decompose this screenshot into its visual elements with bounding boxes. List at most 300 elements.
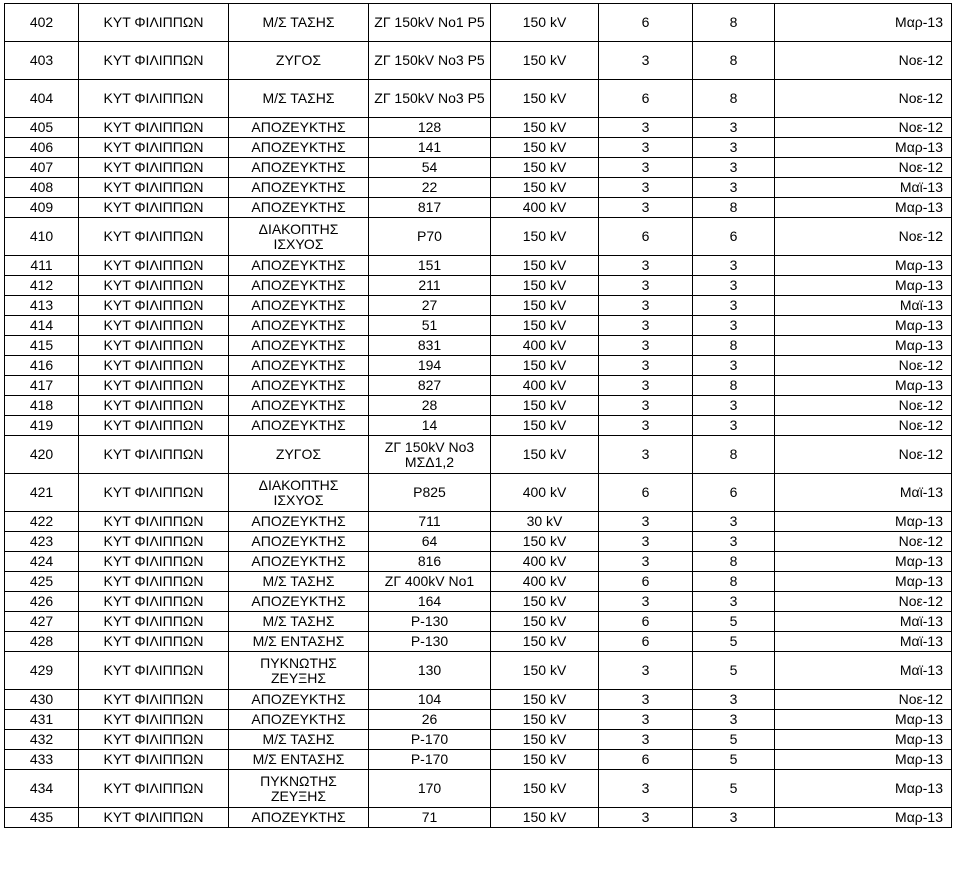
table-row (5, 770, 952, 808)
date-cell: Μαρ-13 (775, 730, 952, 750)
code-cell: 827 (369, 376, 491, 396)
location-cell: ΚΥΤ ΦΙΛΙΠΠΩΝ (79, 652, 229, 690)
value-a-cell: 3 (599, 730, 693, 750)
location-cell: ΚΥΤ ΦΙΛΙΠΠΩΝ (79, 474, 229, 512)
value-b-cell: 3 (693, 118, 775, 138)
value-a-cell: 3 (599, 198, 693, 218)
value-b-cell: 5 (693, 632, 775, 652)
location-cell: ΚΥΤ ΦΙΛΙΠΠΩΝ (79, 218, 229, 256)
location-cell: ΚΥΤ ΦΙΛΙΠΠΩΝ (79, 178, 229, 198)
voltage-cell: 400 kV (491, 474, 599, 512)
value-b-cell: 8 (693, 436, 775, 474)
value-a-cell: 6 (599, 218, 693, 256)
date-cell: Μαρ-13 (775, 710, 952, 730)
code-cell: 170 (369, 770, 491, 808)
location-cell: ΚΥΤ ΦΙΛΙΠΠΩΝ (79, 808, 229, 828)
row-number: 409 (5, 198, 79, 218)
table-row (5, 690, 952, 710)
code-cell: 64 (369, 532, 491, 552)
location-cell: ΚΥΤ ΦΙΛΙΠΠΩΝ (79, 336, 229, 356)
location-cell: ΚΥΤ ΦΙΛΙΠΠΩΝ (79, 396, 229, 416)
value-b-cell: 6 (693, 218, 775, 256)
equipment-cell: ΑΠΟΖΕΥΚΤΗΣ (229, 158, 369, 178)
value-a-cell: 3 (599, 276, 693, 296)
voltage-cell: 400 kV (491, 376, 599, 396)
code-cell: 27 (369, 296, 491, 316)
value-b-cell: 3 (693, 690, 775, 710)
table-row (5, 808, 952, 828)
equipment-cell: Μ/Σ ΤΑΣΗΣ (229, 4, 369, 42)
date-cell: Νοε-12 (775, 158, 952, 178)
location-cell: ΚΥΤ ΦΙΛΙΠΠΩΝ (79, 376, 229, 396)
value-b-cell: 3 (693, 710, 775, 730)
row-number: 421 (5, 474, 79, 512)
code-cell: 22 (369, 178, 491, 198)
code-cell: 14 (369, 416, 491, 436)
date-cell: Μαρ-13 (775, 256, 952, 276)
code-cell: 141 (369, 138, 491, 158)
voltage-cell: 150 kV (491, 396, 599, 416)
row-number: 433 (5, 750, 79, 770)
voltage-cell: 150 kV (491, 356, 599, 376)
value-b-cell: 3 (693, 316, 775, 336)
row-number: 404 (5, 80, 79, 118)
value-a-cell: 6 (599, 572, 693, 592)
voltage-cell: 400 kV (491, 572, 599, 592)
location-cell: ΚΥΤ ΦΙΛΙΠΠΩΝ (79, 42, 229, 80)
equipment-cell: ΖΥΓΟΣ (229, 436, 369, 474)
value-a-cell: 3 (599, 356, 693, 376)
code-cell: 54 (369, 158, 491, 178)
date-cell: Μαρ-13 (775, 198, 952, 218)
code-cell: ΖΓ 150kV Νο3 Ρ5 (369, 80, 491, 118)
location-cell: ΚΥΤ ΦΙΛΙΠΠΩΝ (79, 750, 229, 770)
value-b-cell: 3 (693, 512, 775, 532)
location-cell: ΚΥΤ ΦΙΛΙΠΠΩΝ (79, 296, 229, 316)
equipment-cell: ΑΠΟΖΕΥΚΤΗΣ (229, 376, 369, 396)
location-cell: ΚΥΤ ΦΙΛΙΠΠΩΝ (79, 690, 229, 710)
table-row (5, 42, 952, 80)
row-number: 411 (5, 256, 79, 276)
location-cell: ΚΥΤ ΦΙΛΙΠΠΩΝ (79, 276, 229, 296)
date-cell: Μαϊ-13 (775, 178, 952, 198)
equipment-cell: Μ/Σ ΤΑΣΗΣ (229, 80, 369, 118)
row-number: 412 (5, 276, 79, 296)
date-cell: Μαϊ-13 (775, 632, 952, 652)
row-number: 406 (5, 138, 79, 158)
voltage-cell: 150 kV (491, 436, 599, 474)
value-a-cell: 6 (599, 80, 693, 118)
equipment-cell: ΖΥΓΟΣ (229, 42, 369, 80)
code-cell: 28 (369, 396, 491, 416)
code-cell: 130 (369, 652, 491, 690)
value-b-cell: 3 (693, 158, 775, 178)
equipment-cell: ΑΠΟΖΕΥΚΤΗΣ (229, 118, 369, 138)
date-cell: Νοε-12 (775, 436, 952, 474)
equipment-table (4, 3, 952, 828)
equipment-cell: ΑΠΟΖΕΥΚΤΗΣ (229, 808, 369, 828)
code-cell: 816 (369, 552, 491, 572)
value-a-cell: 3 (599, 710, 693, 730)
table-row (5, 316, 952, 336)
date-cell: Μαϊ-13 (775, 474, 952, 512)
date-cell: Νοε-12 (775, 118, 952, 138)
row-number: 405 (5, 118, 79, 138)
row-number: 414 (5, 316, 79, 336)
row-number: 429 (5, 652, 79, 690)
row-number: 432 (5, 730, 79, 750)
value-a-cell: 3 (599, 256, 693, 276)
voltage-cell: 150 kV (491, 710, 599, 730)
date-cell: Μαϊ-13 (775, 652, 952, 690)
voltage-cell: 400 kV (491, 198, 599, 218)
location-cell: ΚΥΤ ΦΙΛΙΠΠΩΝ (79, 118, 229, 138)
value-a-cell: 3 (599, 808, 693, 828)
equipment-cell: Μ/Σ ΕΝΤΑΣΗΣ (229, 750, 369, 770)
location-cell: ΚΥΤ ΦΙΛΙΠΠΩΝ (79, 730, 229, 750)
value-b-cell: 8 (693, 80, 775, 118)
row-number: 425 (5, 572, 79, 592)
equipment-cell: ΑΠΟΖΕΥΚΤΗΣ (229, 690, 369, 710)
location-cell: ΚΥΤ ΦΙΛΙΠΠΩΝ (79, 80, 229, 118)
row-number: 407 (5, 158, 79, 178)
voltage-cell: 150 kV (491, 4, 599, 42)
value-b-cell: 8 (693, 376, 775, 396)
date-cell: Μαρ-13 (775, 750, 952, 770)
voltage-cell: 150 kV (491, 218, 599, 256)
table-row (5, 80, 952, 118)
code-cell: 164 (369, 592, 491, 612)
voltage-cell: 150 kV (491, 80, 599, 118)
equipment-cell: ΠΥΚΝΩΤΗΣ ΖΕΥΞΗΣ (229, 770, 369, 808)
value-a-cell: 6 (599, 474, 693, 512)
location-cell: ΚΥΤ ΦΙΛΙΠΠΩΝ (79, 198, 229, 218)
date-cell: Νοε-12 (775, 416, 952, 436)
voltage-cell: 150 kV (491, 592, 599, 612)
value-a-cell: 3 (599, 416, 693, 436)
value-b-cell: 5 (693, 612, 775, 632)
value-a-cell: 3 (599, 316, 693, 336)
location-cell: ΚΥΤ ΦΙΛΙΠΠΩΝ (79, 416, 229, 436)
code-cell: 211 (369, 276, 491, 296)
value-b-cell: 3 (693, 138, 775, 158)
value-b-cell: 8 (693, 572, 775, 592)
table-row (5, 158, 952, 178)
code-cell: ΖΓ 150kV Νο1 Ρ5 (369, 4, 491, 42)
value-a-cell: 3 (599, 158, 693, 178)
equipment-cell: Μ/Σ ΤΑΣΗΣ (229, 612, 369, 632)
code-cell: Ρ-130 (369, 612, 491, 632)
date-cell: Μαρ-13 (775, 376, 952, 396)
value-b-cell: 5 (693, 770, 775, 808)
code-cell: 817 (369, 198, 491, 218)
location-cell: ΚΥΤ ΦΙΛΙΠΠΩΝ (79, 632, 229, 652)
value-b-cell: 3 (693, 808, 775, 828)
equipment-cell: ΔΙΑΚΟΠΤΗΣ ΙΣΧΥΟΣ (229, 474, 369, 512)
equipment-cell: ΑΠΟΖΕΥΚΤΗΣ (229, 592, 369, 612)
value-b-cell: 8 (693, 42, 775, 80)
value-a-cell: 6 (599, 750, 693, 770)
location-cell: ΚΥΤ ΦΙΛΙΠΠΩΝ (79, 436, 229, 474)
voltage-cell: 30 kV (491, 512, 599, 532)
equipment-cell: Μ/Σ ΕΝΤΑΣΗΣ (229, 632, 369, 652)
location-cell: ΚΥΤ ΦΙΛΙΠΠΩΝ (79, 710, 229, 730)
row-number: 418 (5, 396, 79, 416)
table-row (5, 4, 952, 42)
location-cell: ΚΥΤ ΦΙΛΙΠΠΩΝ (79, 592, 229, 612)
table-row (5, 652, 952, 690)
table-row (5, 276, 952, 296)
location-cell: ΚΥΤ ΦΙΛΙΠΠΩΝ (79, 512, 229, 532)
code-cell: 711 (369, 512, 491, 532)
table-row (5, 256, 952, 276)
date-cell: Μαϊ-13 (775, 296, 952, 316)
value-b-cell: 5 (693, 750, 775, 770)
equipment-cell: ΑΠΟΖΕΥΚΤΗΣ (229, 512, 369, 532)
voltage-cell: 150 kV (491, 808, 599, 828)
equipment-cell: ΑΠΟΖΕΥΚΤΗΣ (229, 198, 369, 218)
table-row (5, 178, 952, 198)
date-cell: Μαρ-13 (775, 4, 952, 42)
table-row (5, 750, 952, 770)
value-a-cell: 3 (599, 592, 693, 612)
equipment-cell: ΑΠΟΖΕΥΚΤΗΣ (229, 416, 369, 436)
location-cell: ΚΥΤ ΦΙΛΙΠΠΩΝ (79, 138, 229, 158)
voltage-cell: 150 kV (491, 532, 599, 552)
value-a-cell: 3 (599, 118, 693, 138)
code-cell: 51 (369, 316, 491, 336)
date-cell: Νοε-12 (775, 356, 952, 376)
date-cell: Μαρ-13 (775, 336, 952, 356)
row-number: 416 (5, 356, 79, 376)
equipment-cell: ΑΠΟΖΕΥΚΤΗΣ (229, 276, 369, 296)
row-number: 435 (5, 808, 79, 828)
voltage-cell: 150 kV (491, 750, 599, 770)
table-row (5, 336, 952, 356)
table-row (5, 592, 952, 612)
voltage-cell: 150 kV (491, 178, 599, 198)
equipment-cell: ΑΠΟΖΕΥΚΤΗΣ (229, 178, 369, 198)
code-cell: Ρ-170 (369, 750, 491, 770)
value-a-cell: 6 (599, 632, 693, 652)
location-cell: ΚΥΤ ΦΙΛΙΠΠΩΝ (79, 532, 229, 552)
voltage-cell: 150 kV (491, 632, 599, 652)
value-b-cell: 3 (693, 276, 775, 296)
equipment-cell: ΑΠΟΖΕΥΚΤΗΣ (229, 138, 369, 158)
table-row (5, 296, 952, 316)
code-cell: 71 (369, 808, 491, 828)
value-a-cell: 3 (599, 396, 693, 416)
equipment-cell: ΑΠΟΖΕΥΚΤΗΣ (229, 256, 369, 276)
location-cell: ΚΥΤ ΦΙΛΙΠΠΩΝ (79, 256, 229, 276)
date-cell: Μαρ-13 (775, 770, 952, 808)
table-row (5, 436, 952, 474)
equipment-cell: ΑΠΟΖΕΥΚΤΗΣ (229, 296, 369, 316)
equipment-cell: ΑΠΟΖΕΥΚΤΗΣ (229, 532, 369, 552)
row-number: 427 (5, 612, 79, 632)
table-row (5, 512, 952, 532)
code-cell: 26 (369, 710, 491, 730)
location-cell: ΚΥΤ ΦΙΛΙΠΠΩΝ (79, 4, 229, 42)
value-a-cell: 3 (599, 552, 693, 572)
table-row (5, 138, 952, 158)
table-row (5, 710, 952, 730)
location-cell: ΚΥΤ ΦΙΛΙΠΠΩΝ (79, 552, 229, 572)
date-cell: Μαρ-13 (775, 552, 952, 572)
row-number: 402 (5, 4, 79, 42)
voltage-cell: 150 kV (491, 730, 599, 750)
value-b-cell: 3 (693, 592, 775, 612)
code-cell: Ρ-170 (369, 730, 491, 750)
voltage-cell: 400 kV (491, 552, 599, 572)
voltage-cell: 400 kV (491, 336, 599, 356)
row-number: 403 (5, 42, 79, 80)
value-a-cell: 3 (599, 138, 693, 158)
value-a-cell: 3 (599, 296, 693, 316)
row-number: 419 (5, 416, 79, 436)
equipment-cell: ΑΠΟΖΕΥΚΤΗΣ (229, 336, 369, 356)
row-number: 420 (5, 436, 79, 474)
value-b-cell: 3 (693, 356, 775, 376)
value-a-cell: 6 (599, 612, 693, 632)
date-cell: Νοε-12 (775, 80, 952, 118)
code-cell: ΖΓ 400kV Νο1 (369, 572, 491, 592)
location-cell: ΚΥΤ ΦΙΛΙΠΠΩΝ (79, 316, 229, 336)
voltage-cell: 150 kV (491, 276, 599, 296)
code-cell: Ρ825 (369, 474, 491, 512)
value-b-cell: 5 (693, 730, 775, 750)
row-number: 434 (5, 770, 79, 808)
table-row (5, 552, 952, 572)
row-number: 410 (5, 218, 79, 256)
row-number: 422 (5, 512, 79, 532)
code-cell: Ρ-130 (369, 632, 491, 652)
table-row (5, 572, 952, 592)
voltage-cell: 150 kV (491, 690, 599, 710)
value-a-cell: 3 (599, 42, 693, 80)
table-row (5, 356, 952, 376)
code-cell: ΖΓ 150kV Νο3 Ρ5 (369, 42, 491, 80)
value-a-cell: 3 (599, 376, 693, 396)
equipment-cell: Μ/Σ ΤΑΣΗΣ (229, 730, 369, 750)
row-number: 431 (5, 710, 79, 730)
table-row (5, 218, 952, 256)
date-cell: Μαρ-13 (775, 316, 952, 336)
table-row (5, 198, 952, 218)
code-cell: 104 (369, 690, 491, 710)
table-row (5, 532, 952, 552)
equipment-cell: Μ/Σ ΤΑΣΗΣ (229, 572, 369, 592)
value-b-cell: 3 (693, 532, 775, 552)
equipment-cell: ΑΠΟΖΕΥΚΤΗΣ (229, 356, 369, 376)
equipment-cell: ΠΥΚΝΩΤΗΣ ΖΕΥΞΗΣ (229, 652, 369, 690)
value-a-cell: 3 (599, 532, 693, 552)
date-cell: Νοε-12 (775, 218, 952, 256)
row-number: 430 (5, 690, 79, 710)
value-b-cell: 8 (693, 4, 775, 42)
equipment-cell: ΑΠΟΖΕΥΚΤΗΣ (229, 710, 369, 730)
location-cell: ΚΥΤ ΦΙΛΙΠΠΩΝ (79, 158, 229, 178)
location-cell: ΚΥΤ ΦΙΛΙΠΠΩΝ (79, 356, 229, 376)
voltage-cell: 150 kV (491, 158, 599, 178)
value-b-cell: 3 (693, 396, 775, 416)
equipment-cell: ΑΠΟΖΕΥΚΤΗΣ (229, 316, 369, 336)
table-body (5, 4, 952, 828)
row-number: 426 (5, 592, 79, 612)
value-b-cell: 3 (693, 256, 775, 276)
code-cell: ΖΓ 150kV Νο3 ΜΣΔ1,2 (369, 436, 491, 474)
location-cell: ΚΥΤ ΦΙΛΙΠΠΩΝ (79, 770, 229, 808)
code-cell: 151 (369, 256, 491, 276)
voltage-cell: 150 kV (491, 770, 599, 808)
voltage-cell: 150 kV (491, 416, 599, 436)
value-a-cell: 3 (599, 336, 693, 356)
value-b-cell: 3 (693, 416, 775, 436)
voltage-cell: 150 kV (491, 138, 599, 158)
row-number: 415 (5, 336, 79, 356)
table-row (5, 396, 952, 416)
row-number: 428 (5, 632, 79, 652)
value-b-cell: 5 (693, 652, 775, 690)
code-cell: 194 (369, 356, 491, 376)
date-cell: Μαρ-13 (775, 512, 952, 532)
date-cell: Μαρ-13 (775, 808, 952, 828)
value-b-cell: 8 (693, 336, 775, 356)
table-row (5, 474, 952, 512)
date-cell: Νοε-12 (775, 532, 952, 552)
row-number: 408 (5, 178, 79, 198)
voltage-cell: 150 kV (491, 256, 599, 276)
table-row (5, 376, 952, 396)
date-cell: Νοε-12 (775, 690, 952, 710)
value-b-cell: 8 (693, 198, 775, 218)
equipment-cell: ΔΙΑΚΟΠΤΗΣ ΙΣΧΥΟΣ (229, 218, 369, 256)
value-b-cell: 6 (693, 474, 775, 512)
date-cell: Μαρ-13 (775, 276, 952, 296)
value-a-cell: 3 (599, 690, 693, 710)
value-b-cell: 3 (693, 296, 775, 316)
equipment-cell: ΑΠΟΖΕΥΚΤΗΣ (229, 396, 369, 416)
table-row (5, 118, 952, 138)
voltage-cell: 150 kV (491, 296, 599, 316)
voltage-cell: 150 kV (491, 316, 599, 336)
value-a-cell: 6 (599, 4, 693, 42)
value-a-cell: 3 (599, 652, 693, 690)
voltage-cell: 150 kV (491, 652, 599, 690)
location-cell: ΚΥΤ ΦΙΛΙΠΠΩΝ (79, 572, 229, 592)
date-cell: Μαρ-13 (775, 138, 952, 158)
value-a-cell: 3 (599, 770, 693, 808)
voltage-cell: 150 kV (491, 118, 599, 138)
voltage-cell: 150 kV (491, 42, 599, 80)
code-cell: 831 (369, 336, 491, 356)
value-b-cell: 3 (693, 178, 775, 198)
voltage-cell: 150 kV (491, 612, 599, 632)
location-cell: ΚΥΤ ΦΙΛΙΠΠΩΝ (79, 612, 229, 632)
row-number: 417 (5, 376, 79, 396)
value-a-cell: 3 (599, 178, 693, 198)
table-row (5, 612, 952, 632)
row-number: 424 (5, 552, 79, 572)
value-a-cell: 3 (599, 436, 693, 474)
code-cell: Ρ70 (369, 218, 491, 256)
date-cell: Νοε-12 (775, 42, 952, 80)
table-row (5, 416, 952, 436)
value-b-cell: 8 (693, 552, 775, 572)
row-number: 413 (5, 296, 79, 316)
equipment-cell: ΑΠΟΖΕΥΚΤΗΣ (229, 552, 369, 572)
date-cell: Νοε-12 (775, 396, 952, 416)
